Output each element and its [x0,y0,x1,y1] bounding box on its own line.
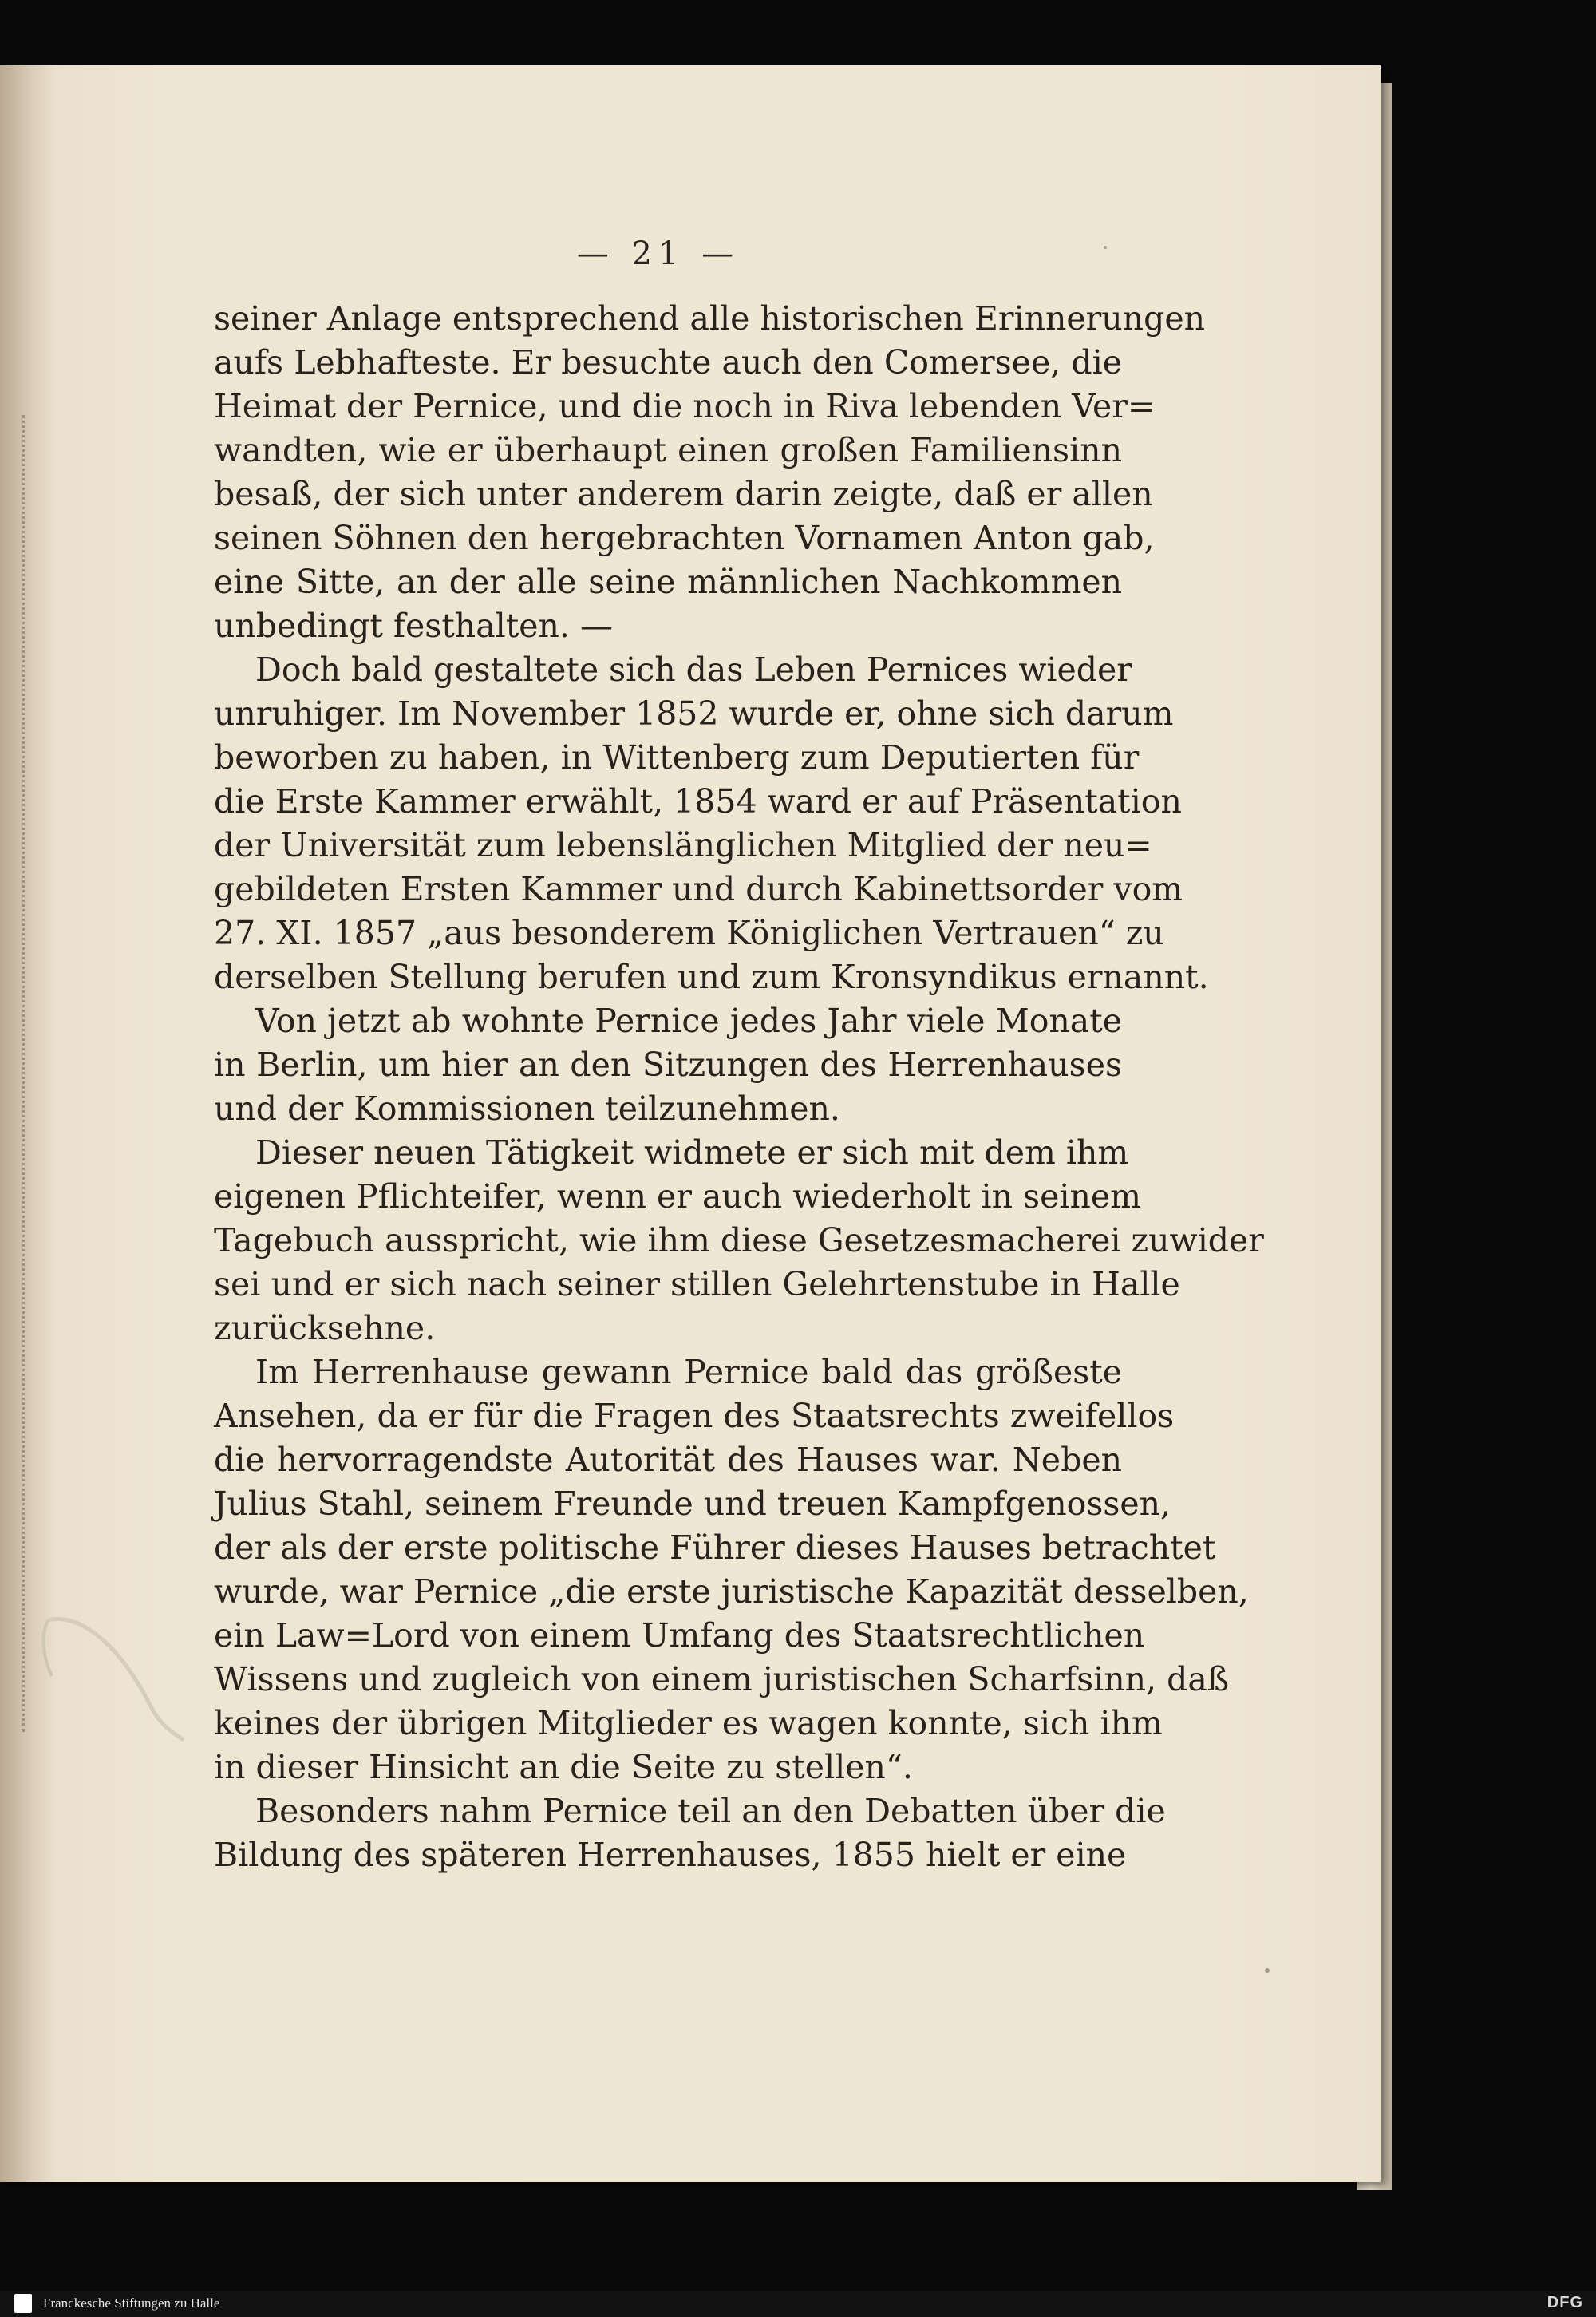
text-line: seiner Anlage entsprechend alle historischen Erinnerungen [214,299,1205,338]
text-line: derselben Stellung berufen und zum Kronsyndikus ernannt. [214,958,1209,996]
text-line: gebildeten Ersten Kammer und durch Kabinettsorder vom [214,870,1183,908]
text-line: Heimat der Pernice, und die noch in Riva lebenden Ver= [214,387,1156,425]
text-line: Dieser neuen Tätigkeit widmete er sich mit dem ihm [255,1133,1129,1172]
text-line: Im Herrenhause gewann Pernice bald das größeste [255,1353,1122,1391]
text-line: Julius Stahl, seinem Freunde und treuen Kampfgenossen, [214,1485,1171,1523]
text-line: 27. XI. 1857 „aus besonderem Königlichen Vertrauen“ zu [214,914,1164,952]
text-line: Doch bald gestaltete sich das Leben Pernices wieder [255,650,1132,689]
text-line: wurde, war Pernice „die erste juristische Kapazität desselben, [214,1572,1249,1611]
dfg-logo[interactable]: DFG [1547,2294,1583,2311]
text-line: seinen Söhnen den hergebrachten Vornamen Anton gab, [214,519,1155,557]
text-line: aufs Lebhafteste. Er besuchte auch den Comersee, die [214,343,1122,382]
institution-name[interactable]: Franckesche Stiftungen zu Halle [43,2295,220,2311]
text-line: sei und er sich nach seiner stillen Gelehrtenstube in Halle [214,1265,1180,1303]
text-line: eigenen Pflichteifer, wenn er auch wiederholt in seinem [214,1177,1142,1216]
text-line: unruhiger. Im November 1852 wurde er, ohne sich darum [214,694,1174,733]
binding-thread [22,415,30,1732]
footer-bar [0,2291,1596,2317]
text-line: der als der erste politische Führer dieses Hauses betrachtet [214,1528,1216,1567]
text-line: Besonders nahm Pernice teil an den Debatten über die [255,1792,1166,1830]
text-line: Wissens und zugleich von einem juristischen Scharfsinn, daß [214,1660,1230,1698]
text-line: die hervorragendste Autorität des Hauses war. Neben [214,1441,1122,1479]
text-line: in Berlin, um hier an den Sitzungen des Herrenhauses [214,1046,1122,1084]
text-line: Bildung des späteren Herrenhauses, 1855 hielt er eine [214,1836,1127,1874]
text-line: und der Kommissionen teilzunehmen. [214,1089,840,1128]
text-line: eine Sitte, an der alle seine männlichen Nachkommen [214,563,1122,601]
body-text [214,297,1264,1877]
text-line: keines der übrigen Mitglieder es wagen konnte, sich ihm [214,1704,1163,1742]
text-line: in dieser Hinsicht an die Seite zu stellen“. [214,1748,913,1786]
text-line: Tagebuch ausspricht, wie ihm diese Gesetzesmacherei zuwider [214,1221,1264,1259]
paper-speck [1265,1968,1270,1973]
text-line: zurücksehne. [214,1309,436,1347]
text-line: Ansehen, da er für die Fragen des Staatsrechts zweifellos [214,1397,1175,1435]
text-line: der Universität zum lebenslänglichen Mitglied der neu= [214,826,1152,864]
thread-loop-icon [32,1612,168,1740]
text-line: besaß, der sich unter anderem darin zeigte, daß er allen [214,475,1153,513]
text-line: Von jetzt ab wohnte Pernice jedes Jahr viele Monate [255,1002,1122,1040]
page-number: — 21 — [576,235,741,272]
text-line: beworben zu haben, in Wittenberg zum Deputierten für [214,738,1140,777]
text-line: ein Law=Lord von einem Umfang des Staatsrechtlichen [214,1616,1145,1655]
text-line: unbedingt festhalten. — [214,607,613,645]
text-line: die Erste Kammer erwählt, 1854 ward er auf Präsentation [214,782,1182,820]
text-line: wandten, wie er überhaupt einen großen Familiensinn [214,431,1122,469]
institution-logo-icon [14,2294,32,2313]
